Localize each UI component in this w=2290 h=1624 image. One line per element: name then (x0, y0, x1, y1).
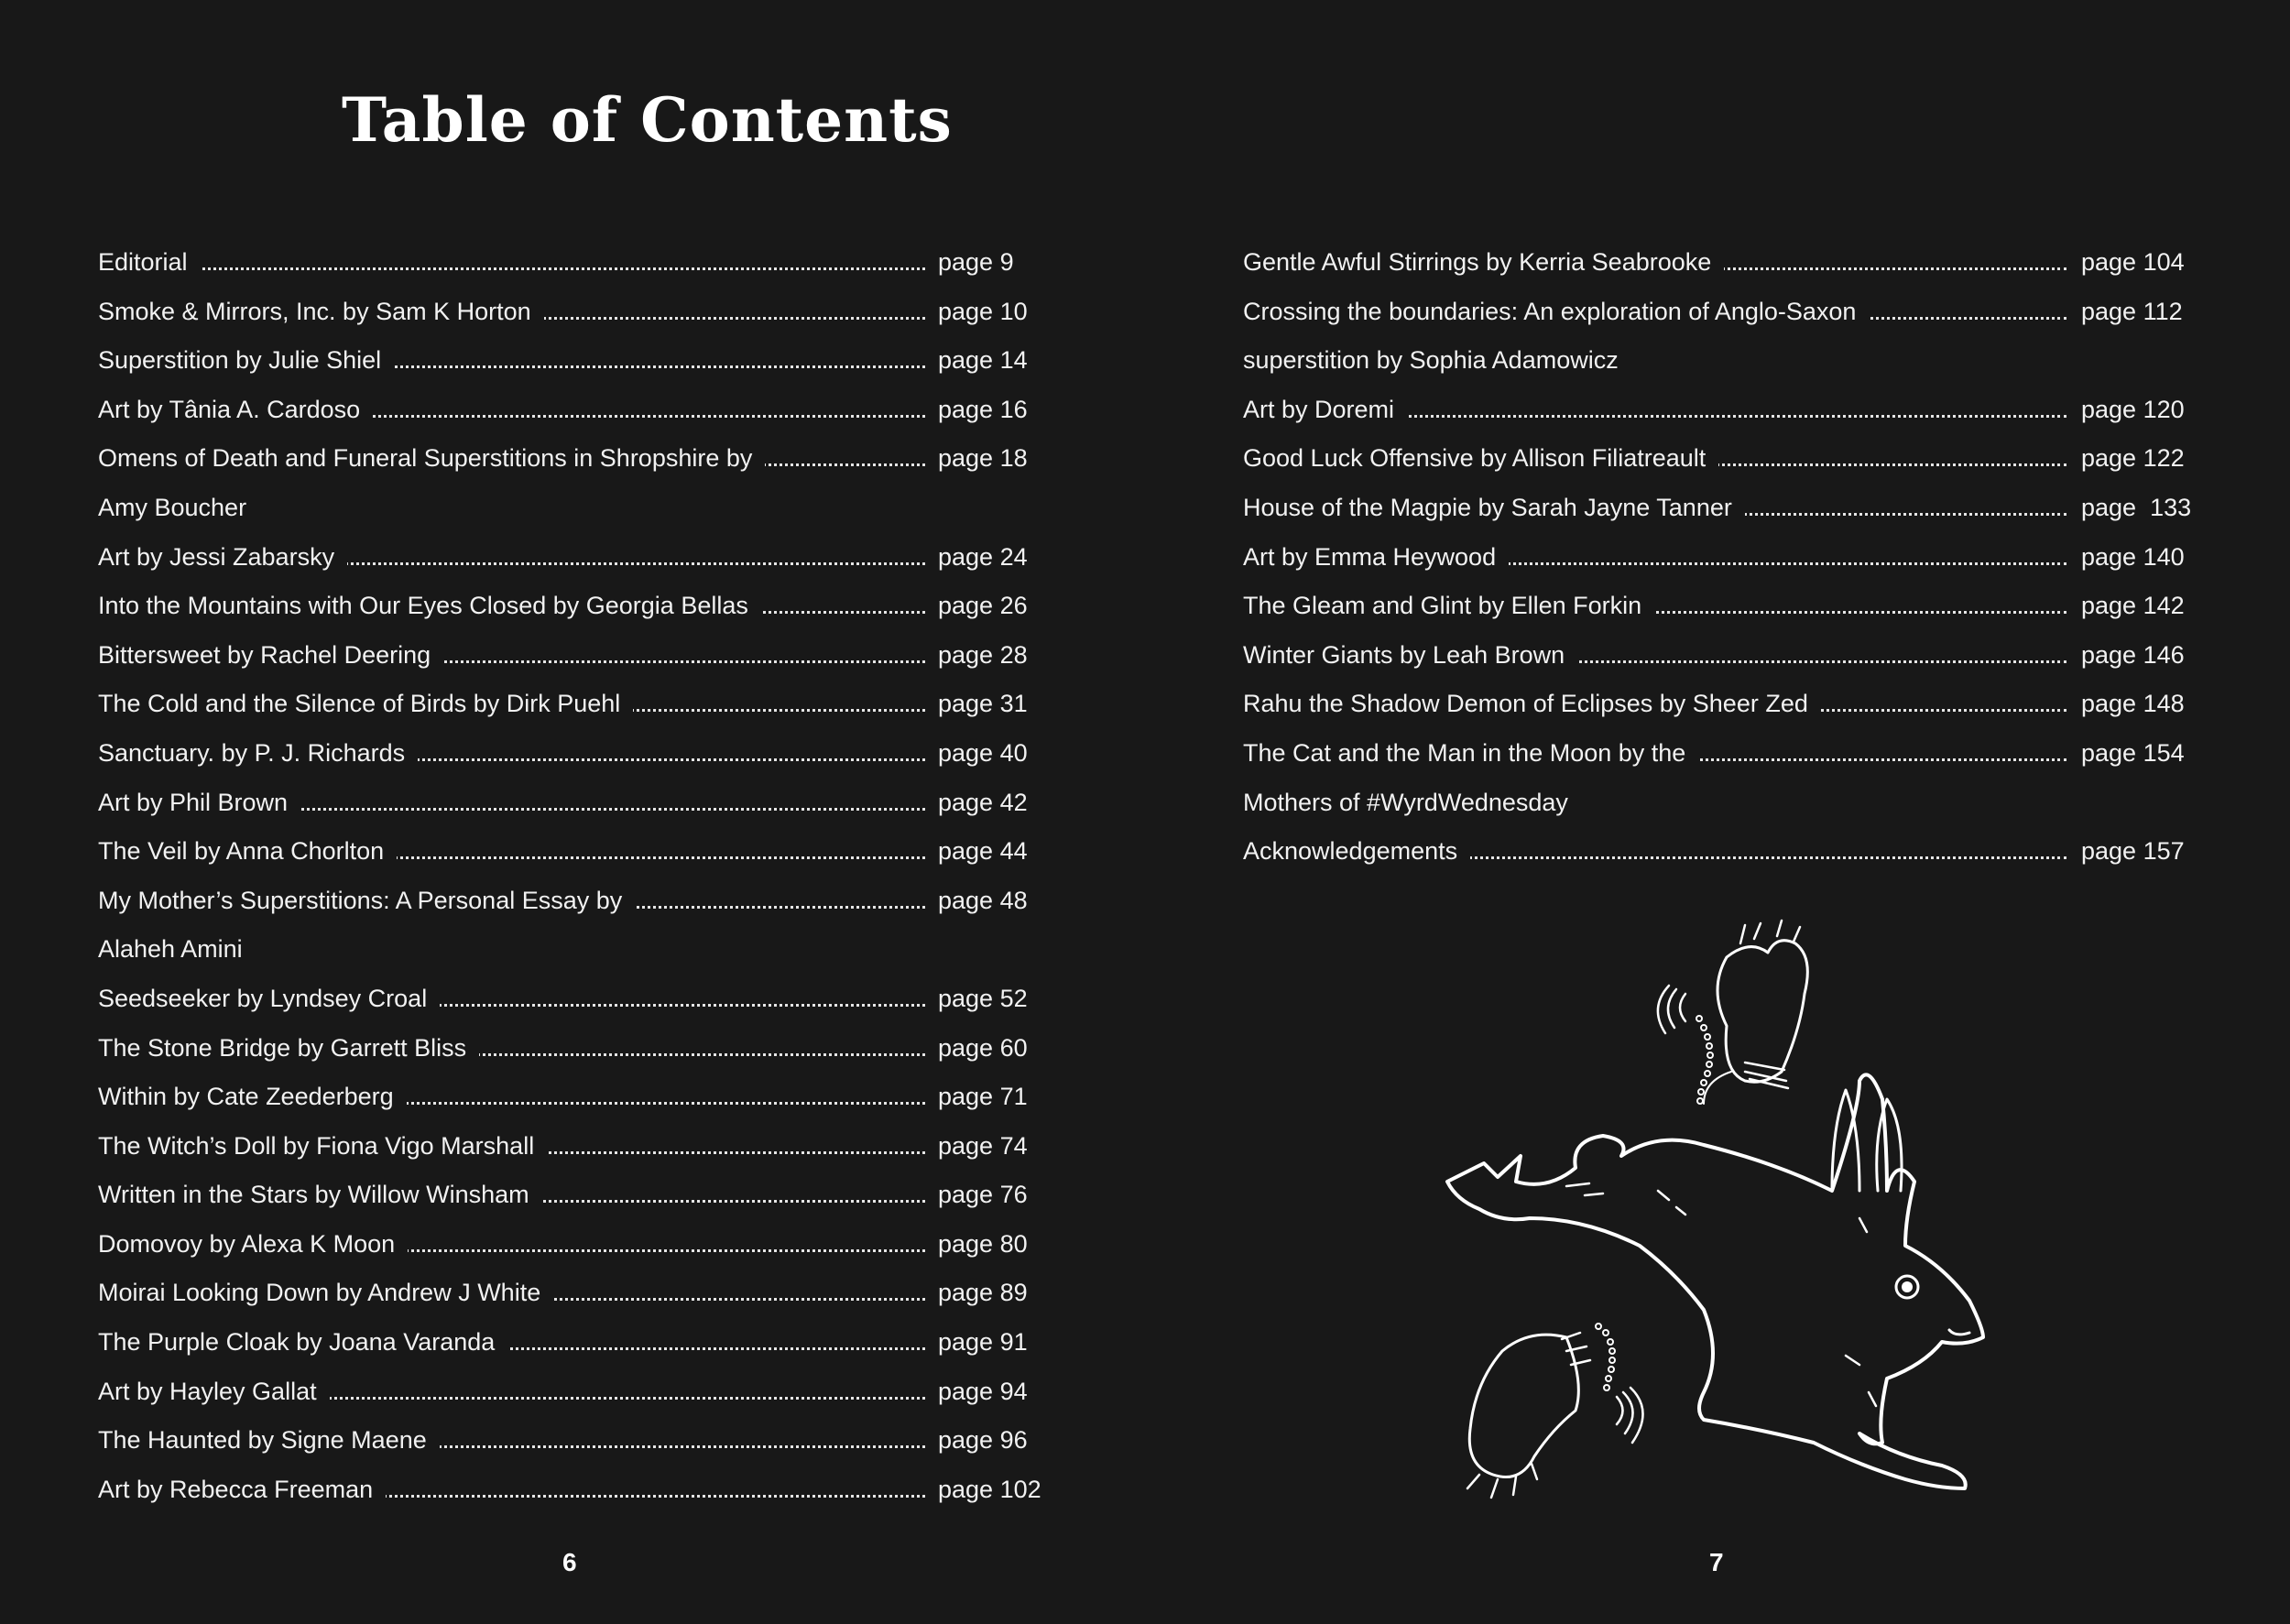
hare-body-outline (1447, 1074, 1983, 1488)
toc-entry-title: Art by Tânia A. Cardoso (98, 386, 373, 435)
toc-entry-title: Into the Mountains with Our Eyes Closed by Georgia Bellas (98, 582, 761, 631)
toc-entry-page: page 94 (938, 1377, 1028, 1405)
toc-entry-title: Moirai Looking Down by Andrew J White (98, 1269, 553, 1318)
toc-entry-title: Crossing the boundaries: An exploration of Anglo-Saxon (1243, 288, 1869, 337)
toc-entry-page: page 16 (938, 395, 1028, 423)
toc-entry-title: House of the Magpie by Sarah Jayne Tanner (1243, 484, 1745, 533)
toc-entry-page: page 60 (938, 1033, 1028, 1062)
dot-leader (98, 267, 925, 270)
toc-entry-title: Art by Doremi (1243, 386, 1407, 435)
toc-entry-page: page 133 (2081, 493, 2192, 521)
toc-entry-page: page 9 (938, 248, 1014, 276)
toc-entry-title: Amy Boucher (98, 484, 259, 533)
toc-entry-page: page 76 (938, 1181, 1028, 1209)
toc-entry-title: The Haunted by Signe Maene (98, 1416, 440, 1466)
toc-entry-title: Bittersweet by Rachel Deering (98, 631, 443, 681)
toc-entry-title: Smoke & Mirrors, Inc. by Sam K Horton (98, 288, 544, 337)
toc-entry-page: page 122 (2081, 444, 2185, 473)
toc-entry-page: page 157 (2081, 837, 2185, 866)
toc-entry-page: page 104 (2081, 248, 2185, 276)
page-number-right: 7 (1709, 1548, 1724, 1576)
toc-entry-title: Sanctuary. by P. J. Richards (98, 729, 418, 779)
toc-entry-page: page 71 (938, 1083, 1028, 1111)
toc-entry-page: page 102 (938, 1475, 1041, 1503)
toc-entry-page: page 112 (2081, 297, 2183, 325)
toc-entry-title: Written in the Stars by Willow Winsham (98, 1171, 542, 1220)
toc-entry-title: Editorial (98, 238, 201, 288)
toc-entry-page: page 91 (938, 1328, 1028, 1357)
page-number-left: 6 (562, 1548, 577, 1576)
toc-entry-title: Omens of Death and Funeral Superstitions in Shropshire by (98, 434, 765, 484)
toc-entry-page: page 26 (938, 592, 1028, 620)
toc-entry-page: page 96 (938, 1426, 1028, 1455)
toc-entry-page: page 28 (938, 640, 1028, 669)
toc-entry-title: The Stone Bridge by Garrett Bliss (98, 1024, 479, 1074)
toc-entry-title: Acknowledgements (1243, 827, 1470, 877)
toc-entry-title: Alaheh Amini (98, 925, 256, 975)
toc-entry-page: page 48 (938, 886, 1028, 914)
toc-entry-page: page 80 (938, 1229, 1028, 1258)
toc-entry-title: Superstition by Julie Shiel (98, 336, 394, 386)
rabbit-foot-charm-top (1658, 921, 1807, 1104)
toc-entry-title: My Mother’s Superstitions: A Personal Essay by (98, 877, 635, 926)
toc-entry-page: page 142 (2081, 592, 2185, 620)
toc-entry-page: page 24 (938, 542, 1028, 571)
page-title: Table of Contents (342, 84, 953, 156)
toc-entry-page: page 31 (938, 690, 1028, 718)
toc-entry-page: page 40 (938, 738, 1028, 767)
toc-entry-page: page 18 (938, 444, 1028, 473)
toc-entry-title: Seedseeker by Lyndsey Croal (98, 975, 440, 1024)
toc-entry-page: page 74 (938, 1131, 1028, 1160)
toc-entry-title: Good Luck Offensive by Allison Filiatreault (1243, 434, 1718, 484)
rabbit-foot-charm-bottom (1467, 1324, 1643, 1498)
toc-entry-title: The Cat and the Man in the Moon by the (1243, 729, 1698, 779)
toc-entry-page: page 148 (2081, 690, 2185, 718)
toc-entry-page: page 52 (938, 984, 1028, 1012)
toc-entry-title: Winter Giants by Leah Brown (1243, 631, 1577, 681)
toc-entry-title: Art by Jessi Zabarsky (98, 533, 347, 583)
toc-entry-page: page 42 (938, 788, 1028, 816)
toc-entry-title: The Purple Cloak by Joana Varanda (98, 1318, 507, 1368)
toc-entry-title: Mothers of #WyrdWednesday (1243, 779, 1581, 828)
toc-entry-page: page 154 (2081, 738, 2185, 767)
toc-entry-title: Art by Emma Heywood (1243, 533, 1509, 583)
toc-entry-title: The Cold and the Silence of Birds by Dirk Puehl (98, 680, 633, 729)
hare-mouth (1949, 1330, 1969, 1335)
toc-entry-title: The Veil by Anna Chorlton (98, 827, 397, 877)
toc-entry-page: page 44 (938, 837, 1028, 866)
toc-entry-title: Rahu the Shadow Demon of Eclipses by Sheer Zed (1243, 680, 1821, 729)
toc-entry-title: Gentle Awful Stirrings by Kerria Seabrooke (1243, 238, 1724, 288)
toc-entry-title: Art by Phil Brown (98, 779, 300, 828)
toc-entry-title: The Gleam and Glint by Ellen Forkin (1243, 582, 1654, 631)
toc-entry-title: Art by Rebecca Freeman (98, 1466, 386, 1515)
toc-entry-title: Within by Cate Zeederberg (98, 1073, 407, 1122)
hare-ear-front (1877, 1099, 1902, 1191)
toc-entry-page: page 14 (938, 346, 1028, 375)
hare-illustration (1429, 916, 2034, 1548)
toc-entry-page: page 10 (938, 297, 1028, 325)
toc-entry-page: page 140 (2081, 542, 2185, 571)
toc-entry-title: Domovoy by Alexa K Moon (98, 1220, 408, 1270)
toc-entry-title: Art by Hayley Gallat (98, 1368, 330, 1417)
toc-entry-page: page 89 (938, 1279, 1028, 1307)
toc-entry-title: The Witch’s Doll by Fiona Vigo Marshall (98, 1122, 547, 1172)
toc-entry-page: page 146 (2081, 640, 2185, 669)
toc-entry-page: page 120 (2081, 395, 2185, 423)
toc-entry-title: superstition by Sophia Adamowicz (1243, 336, 1631, 386)
